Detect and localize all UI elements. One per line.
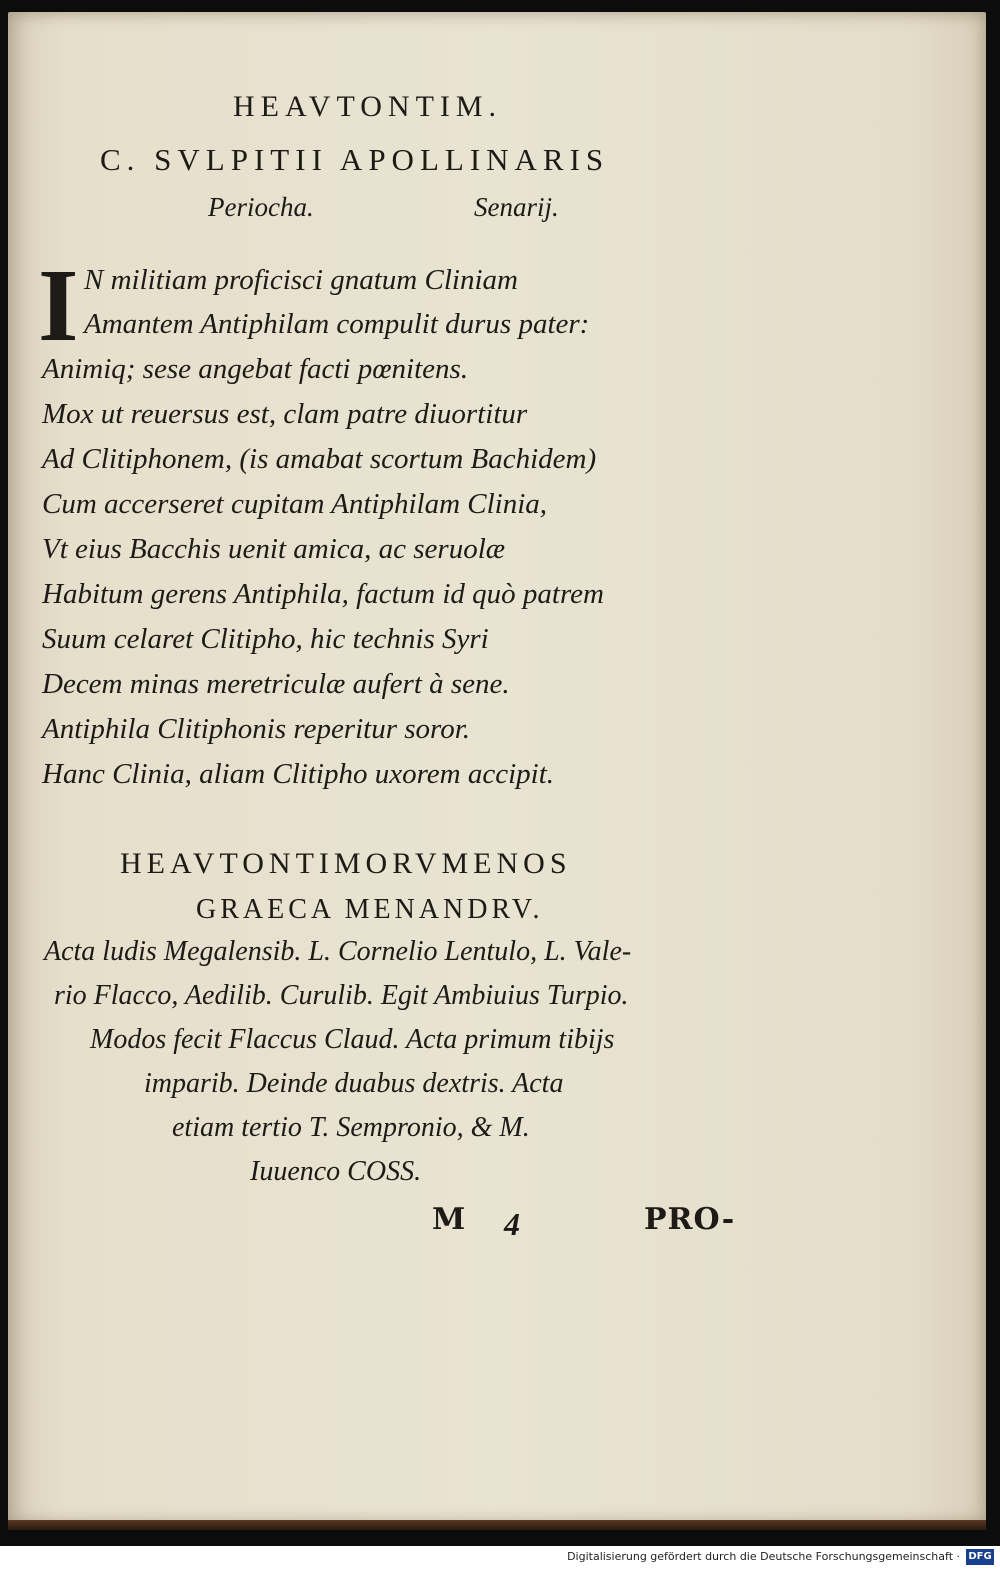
book-page [8, 12, 986, 1524]
footer-credit: Digitalisierung gefördert durch die Deutsche Forschungsgemeinschaft · [567, 1550, 960, 1563]
verse-line: Hanc Clinia, aliam Clitipho uxorem accipit. [42, 758, 555, 790]
verse-line: Amantem Antiphilam compulit durus pater: [84, 308, 590, 340]
signature-mark: M [432, 1202, 466, 1237]
footer-bar [0, 1546, 1000, 1570]
play-subtitle: GRAECA MENANDRV. [196, 894, 544, 925]
dfg-logo-icon[interactable]: DFG [966, 1549, 994, 1565]
verse-line: N militiam proficisci gnatum Cliniam [84, 264, 518, 296]
didascalia-line: etiam tertio T. Sempronio, & M. [172, 1112, 530, 1143]
didascalia-line: Modos fecit Flaccus Claud. Acta primum tibijs [90, 1024, 615, 1055]
page-edge [8, 1520, 986, 1530]
subtitle-periocha: Periocha. [208, 192, 314, 222]
verse-line: Decem minas meretriculæ aufert à sene. [42, 668, 510, 700]
drop-cap: I [38, 248, 79, 363]
verse-line: Habitum gerens Antiphila, factum id quò patrem [42, 578, 604, 610]
didascalia-line: imparib. Deinde duabus dextris. Acta [144, 1068, 564, 1099]
didascalia-line: rio Flacco, Aedilib. Curulib. Egit Ambiuius Turpio. [54, 980, 629, 1011]
section-title: C. SVLPITII APOLLINARIS [100, 142, 610, 177]
verse-line: Antiphila Clitiphonis reperitur soror. [42, 713, 471, 745]
didascalia-line: Iuuenco COSS. [250, 1156, 422, 1187]
verse-line: Cum accerseret cupitam Antiphilam Clinia, [42, 488, 548, 520]
verse-line: Vt eius Bacchis uenit amica, ac seruolæ [42, 533, 506, 565]
subtitle-senarii: Senarij. [474, 192, 559, 222]
verse-line: Suum celaret Clitipho, hic technis Syri [42, 623, 489, 655]
verse-line: Animiq; sese angebat facti pœnitens. [42, 353, 469, 385]
verse-line: Ad Clitiphonem, (is amabat scortum Bachidem) [42, 443, 597, 475]
running-head: HEAVTONTIM. [233, 90, 503, 123]
play-title: HEAVTONTIMORVMENOS [120, 847, 572, 880]
verse-line: Mox ut reuersus est, clam patre diuortitur [42, 398, 528, 430]
didascalia-line: Acta ludis Megalensib. L. Cornelio Lentulo, L. Vale- [44, 936, 632, 967]
catchword: PRO- [644, 1202, 736, 1237]
signature-number: 4 [504, 1206, 520, 1242]
